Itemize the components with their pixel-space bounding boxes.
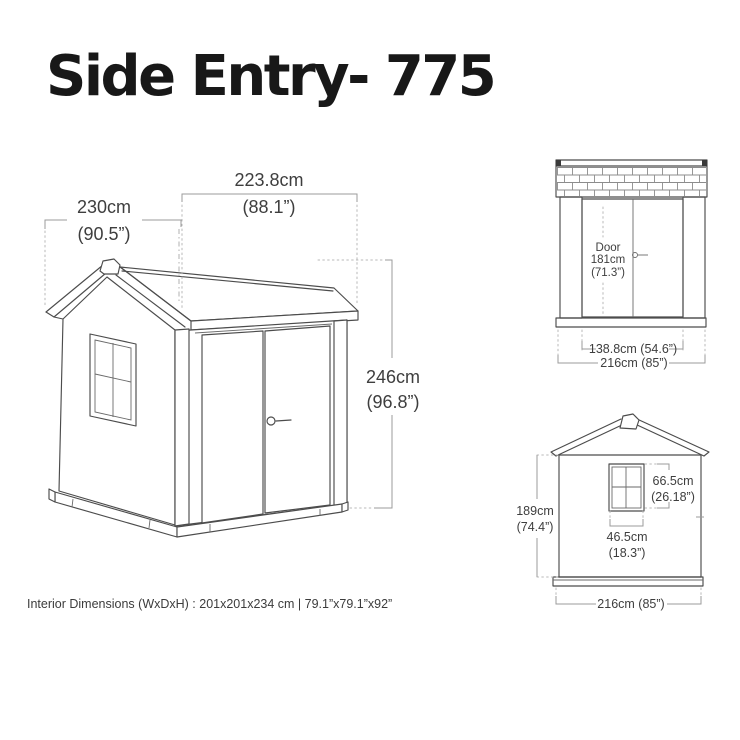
roof-band-corner-left [556, 160, 561, 166]
dim-door-width-label: 138.8cm (54.6”) [588, 342, 678, 356]
base-cap-right [342, 502, 348, 512]
front-post-right [683, 197, 705, 318]
dim-width-inch: (88.1”) [242, 197, 296, 217]
page-title: Side Entry- 775 [46, 44, 495, 109]
side-window-outer-frame [609, 464, 644, 511]
door-panel-left [202, 331, 263, 523]
dim-sideh-inch: (74.4”) [516, 520, 554, 534]
side-window-inner-frame [612, 467, 641, 508]
side-roof-left [551, 419, 624, 456]
side-window [609, 464, 644, 511]
dim-window-height [645, 464, 695, 508]
dim-width-cm: 223.8cm [234, 170, 304, 190]
ridge-cap [100, 259, 120, 274]
dim-winw-cm: 46.5cm [606, 530, 648, 544]
shed-door-wall [175, 320, 347, 526]
dim-height-cm: 246cm [365, 367, 421, 387]
dim-line-winw [610, 519, 643, 526]
corner-post-left [175, 329, 189, 526]
dim-front-width-label: 216cm (85”) [600, 356, 668, 370]
gable-wall-panel [59, 277, 175, 525]
dim-window-width [607, 511, 648, 560]
shed-gable-wall [59, 277, 175, 525]
dim-side-width-label: 216cm (85”) [597, 597, 665, 611]
front-base [556, 318, 706, 327]
dim-winh-inch: (26.18”) [651, 490, 695, 504]
dim-side-height [516, 455, 558, 577]
roof-ridge-line [122, 271, 333, 291]
side-ridge-cap [620, 414, 639, 429]
dim-height-inch: (96.8”) [366, 392, 420, 412]
dim-depth-inch: (90.5”) [77, 224, 131, 244]
roof-band-corner-right [702, 160, 707, 166]
side-window-mullions [612, 467, 641, 508]
interior-dimensions-note: Interior Dimensions (WxDxH) : 201x201x234 cm | 79.1”x79.1”x92” [27, 597, 393, 611]
front-door-label: Door [595, 242, 621, 254]
dim-sideh-cm: 189cm [516, 504, 554, 518]
base-cap-left [49, 489, 55, 502]
dim-winw-inch: (18.3”) [608, 546, 646, 560]
main-perspective-view [45, 170, 420, 537]
front-elevation-view [556, 160, 707, 370]
front-door-cm: 181cm [590, 254, 626, 266]
side-roof-right [635, 419, 709, 456]
front-door-inch: (71.3”) [591, 267, 625, 279]
side-elevation-view [516, 414, 709, 611]
side-roof [551, 414, 709, 456]
corner-post-right [334, 320, 347, 506]
roof-band-shingles [557, 167, 706, 196]
gable-overhang-tip [46, 312, 63, 319]
dim-door-width [582, 330, 683, 356]
dim-winh-cm: 66.5cm [652, 474, 694, 488]
front-post-left [560, 197, 582, 318]
side-base [553, 577, 703, 586]
dim-side-width [556, 588, 701, 611]
dim-depth-cm: 230cm [76, 197, 132, 217]
